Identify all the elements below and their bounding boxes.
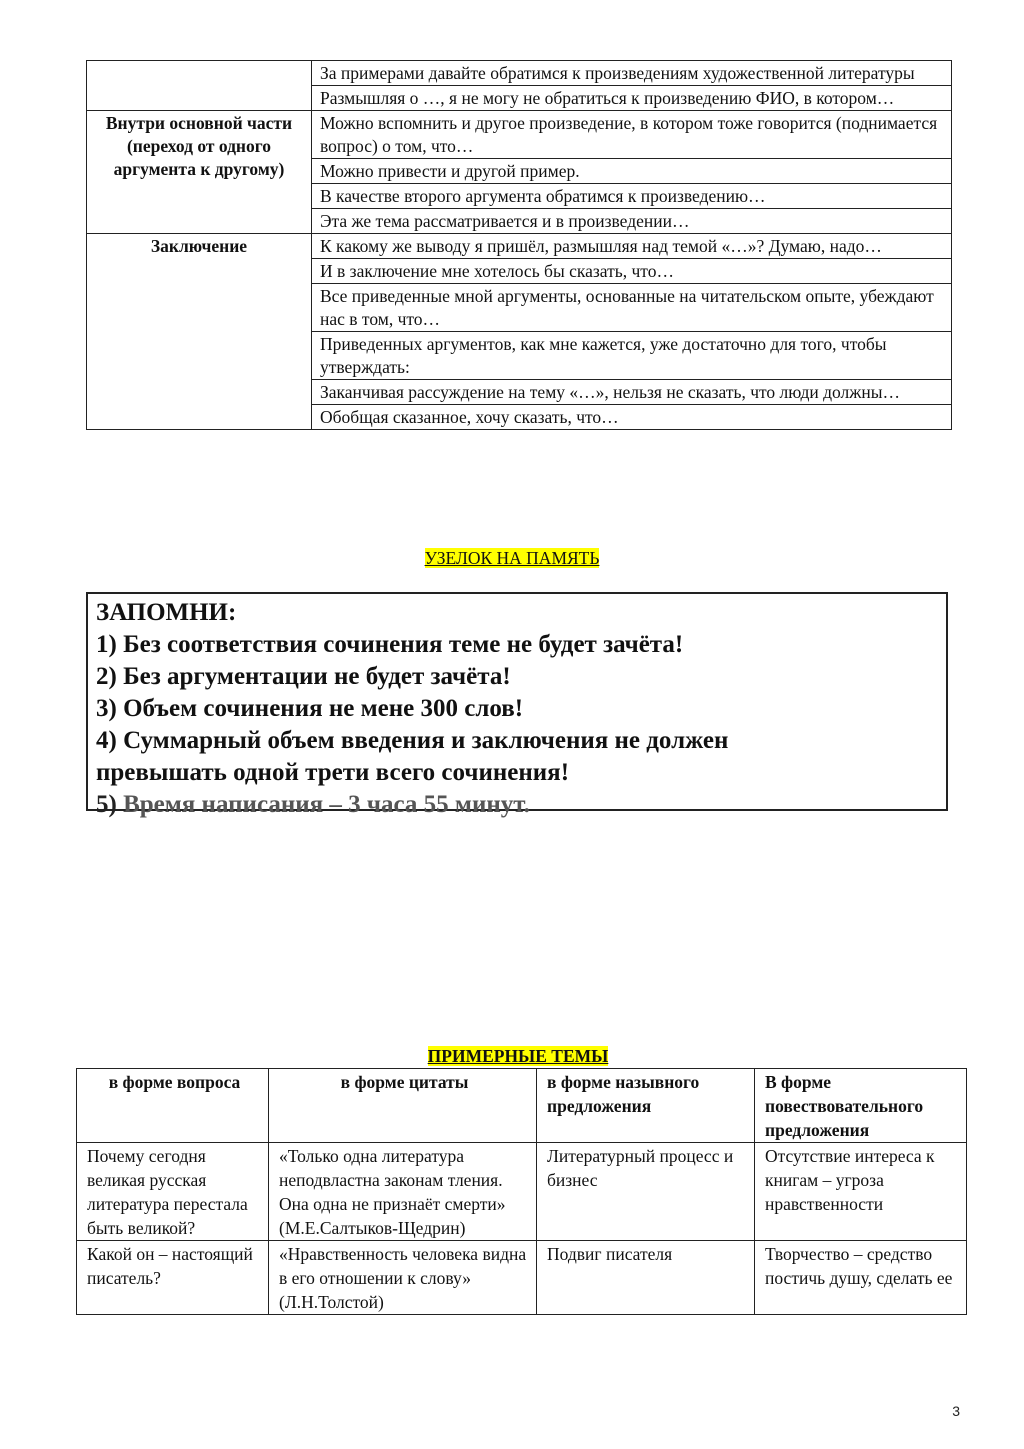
phrase-cell: И в заключение мне хотелось бы сказать, что… [312,259,952,284]
column-header: в форме назывного предложения [537,1069,755,1143]
phrases-table [86,60,952,430]
column-header: в форме цитаты [269,1069,537,1143]
table-row [77,1241,967,1315]
section-cell [87,61,312,111]
section-cell: Заключение [87,234,312,430]
memo-box [86,592,948,818]
page-number: 3 [952,1403,960,1419]
phrase-cell: Обобщая сказанное, хочу сказать, что… [312,405,952,430]
phrase-cell: Можно вспомнить и другое произведение, в котором тоже говорится (поднимается вопрос) о том, что… [312,111,952,159]
memo-rule-5-number: 5) [96,791,117,818]
memo-rule-2: 2) Без аргументации не будет зачёта! [96,663,511,690]
section-cell: Внутри основной части (переход от одного аргумента к другому) [87,111,312,234]
memo-rule-1: 1) Без соответствия сочинения теме не будет зачёта! [96,631,684,658]
table-row [87,234,952,259]
memo-rule-5-text: Время написания – 3 часа 55 минут. [116,791,530,818]
memo-rule-4a: 4) Суммарный объем введения и заключения не должен [96,727,729,754]
table-row [87,111,952,159]
table-cell: «Нравственность человека видна в его отношении к слову» (Л.Н.Толстой) [269,1241,537,1315]
phrase-cell: В качестве второго аргумента обратимся к произведению… [312,184,952,209]
memo-rule-4b: превышать одной трети всего сочинения! [96,759,570,786]
table-cell: Какой он – настоящий писатель? [77,1241,269,1315]
memo-rule-3: 3) Объем сочинения не мене 300 слов! [96,695,524,722]
table-cell: Творчество – средство постичь душу, сделать ее [755,1241,967,1315]
memo-heading [0,547,1024,569]
topics-table [76,1068,967,1315]
phrase-cell: За примерами давайте обратимся к произведениям художественной литературы [312,61,952,86]
table-row [87,61,952,86]
memo-heading-text: УЗЕЛОК НА ПАМЯТЬ [424,548,600,568]
table-cell: Подвиг писателя [537,1241,755,1315]
table-header-row [77,1069,967,1143]
table-cell: Отсутствие интереса к книгам – угроза нравственности [755,1143,967,1241]
memo-title: ЗАПОМНИ: [96,599,237,626]
phrase-cell: Заканчивая рассуждение на тему «…», нельзя не сказать, что люди должны… [312,380,952,405]
column-header: в форме вопроса [77,1069,269,1143]
phrase-cell: К какому же выводу я пришёл, размышляя над темой «…»? Думаю, надо… [312,234,952,259]
phrase-cell: Приведенных аргументов, как мне кажется, уже достаточно для того, чтобы утверждать: [312,332,952,380]
table-cell: «Только одна литература неподвластна законам тления. Она одна не признаёт смерти» (М.Е.Салтыков-Щедрин) [269,1143,537,1241]
table-row [77,1143,967,1241]
table-cell: Литературный процесс и бизнес [537,1143,755,1241]
phrase-cell: Размышляя о …, я не могу не обратиться к произведению ФИО, в котором… [312,86,952,111]
phrase-cell: Эта же тема рассматривается и в произведении… [312,209,952,234]
memo-rule-5 [96,789,938,821]
phrase-cell: Можно привести и другой пример. [312,159,952,184]
table-cell: Почему сегодня великая русская литература перестала быть великой? [77,1143,269,1241]
column-header: В форме повествовательного предложения [755,1069,967,1143]
phrase-cell: Все приведенные мной аргументы, основанные на читательском опыте, убеждают нас в том, что… [312,284,952,332]
topics-heading-text: ПРИМЕРНЫЕ ТЕМЫ [427,1046,609,1066]
topics-heading [0,1045,1024,1067]
